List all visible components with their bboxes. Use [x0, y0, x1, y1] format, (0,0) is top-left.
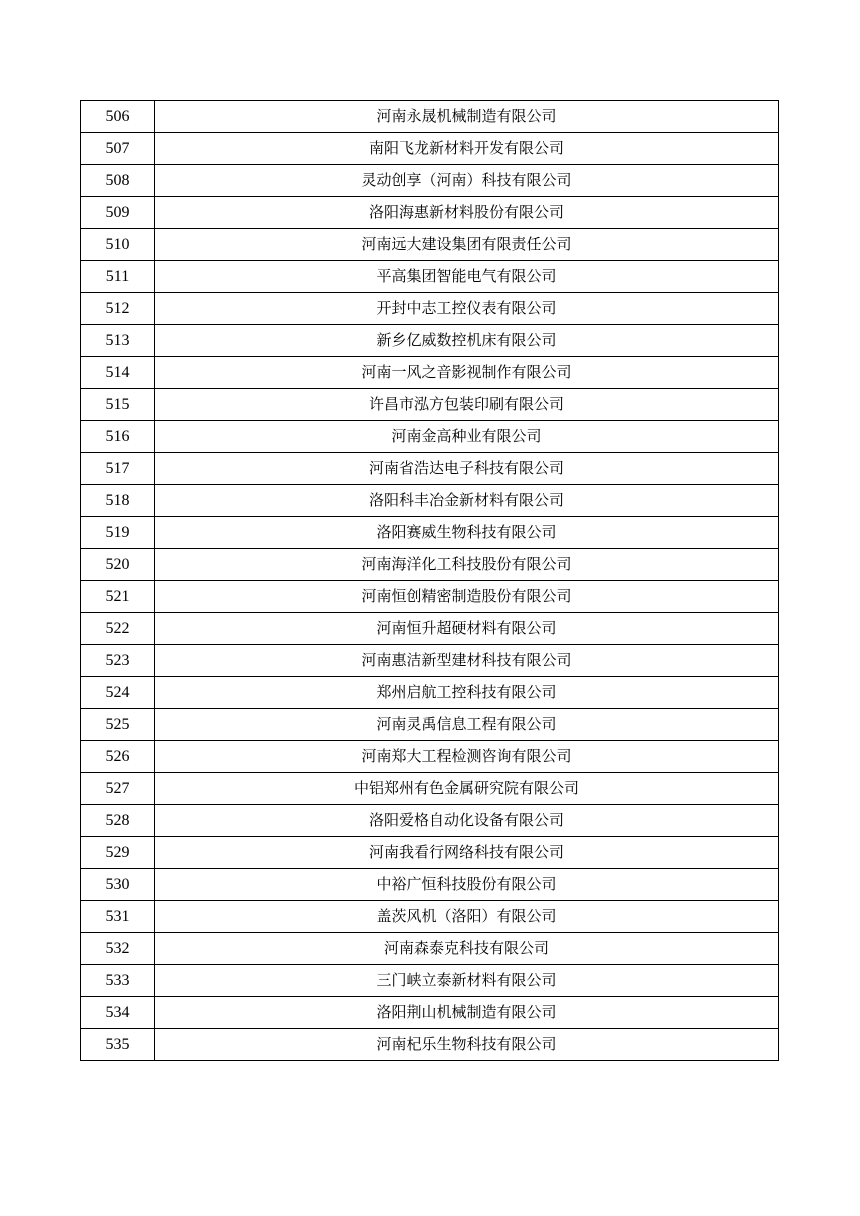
row-number-cell: 516: [81, 421, 155, 453]
company-list-body: [81, 101, 779, 1061]
table-row: [81, 197, 779, 229]
table-row: [81, 997, 779, 1029]
table-row: [81, 229, 779, 261]
row-number-cell: 508: [81, 165, 155, 197]
company-list-table: [80, 100, 779, 1061]
company-name-cell: 河南惠洁新型建材科技有限公司: [155, 645, 779, 677]
company-name-cell: 河南永晟机械制造有限公司: [155, 101, 779, 133]
row-number-cell: 525: [81, 709, 155, 741]
company-name-cell: 河南灵禹信息工程有限公司: [155, 709, 779, 741]
table-row: [81, 517, 779, 549]
table-row: [81, 357, 779, 389]
row-number-cell: 529: [81, 837, 155, 869]
row-number-cell: 506: [81, 101, 155, 133]
row-number-cell: 513: [81, 325, 155, 357]
row-number-cell: 524: [81, 677, 155, 709]
company-name-cell: 河南一风之音影视制作有限公司: [155, 357, 779, 389]
table-row: [81, 645, 779, 677]
row-number-cell: 526: [81, 741, 155, 773]
company-name-cell: 河南远大建设集团有限责任公司: [155, 229, 779, 261]
row-number-cell: 527: [81, 773, 155, 805]
table-row: [81, 805, 779, 837]
table-row: [81, 709, 779, 741]
table-row: [81, 837, 779, 869]
row-number-cell: 533: [81, 965, 155, 997]
table-row: [81, 613, 779, 645]
table-row: [81, 1029, 779, 1061]
row-number-cell: 522: [81, 613, 155, 645]
table-row: [81, 741, 779, 773]
table-row: [81, 421, 779, 453]
table-row: [81, 293, 779, 325]
company-name-cell: 开封中志工控仪表有限公司: [155, 293, 779, 325]
row-number-cell: 509: [81, 197, 155, 229]
row-number-cell: 531: [81, 901, 155, 933]
company-name-cell: 河南杞乐生物科技有限公司: [155, 1029, 779, 1061]
row-number-cell: 534: [81, 997, 155, 1029]
row-number-cell: 510: [81, 229, 155, 261]
row-number-cell: 512: [81, 293, 155, 325]
company-name-cell: 河南郑大工程检测咨询有限公司: [155, 741, 779, 773]
row-number-cell: 530: [81, 869, 155, 901]
table-row: [81, 965, 779, 997]
table-row: [81, 901, 779, 933]
row-number-cell: 518: [81, 485, 155, 517]
row-number-cell: 517: [81, 453, 155, 485]
table-row: [81, 101, 779, 133]
company-name-cell: 郑州启航工控科技有限公司: [155, 677, 779, 709]
table-row: [81, 325, 779, 357]
company-name-cell: 盖茨风机（洛阳）有限公司: [155, 901, 779, 933]
company-name-cell: 河南海洋化工科技股份有限公司: [155, 549, 779, 581]
company-name-cell: 中裕广恒科技股份有限公司: [155, 869, 779, 901]
row-number-cell: 535: [81, 1029, 155, 1061]
table-row: [81, 453, 779, 485]
company-name-cell: 洛阳赛威生物科技有限公司: [155, 517, 779, 549]
company-name-cell: 洛阳爱格自动化设备有限公司: [155, 805, 779, 837]
company-name-cell: 洛阳科丰冶金新材料有限公司: [155, 485, 779, 517]
row-number-cell: 520: [81, 549, 155, 581]
row-number-cell: 519: [81, 517, 155, 549]
table-row: [81, 933, 779, 965]
company-name-cell: 河南金高种业有限公司: [155, 421, 779, 453]
company-name-cell: 平高集团智能电气有限公司: [155, 261, 779, 293]
table-row: [81, 773, 779, 805]
row-number-cell: 532: [81, 933, 155, 965]
table-row: [81, 869, 779, 901]
table-row: [81, 677, 779, 709]
company-name-cell: 河南省浩达电子科技有限公司: [155, 453, 779, 485]
table-row: [81, 133, 779, 165]
row-number-cell: 507: [81, 133, 155, 165]
row-number-cell: 514: [81, 357, 155, 389]
row-number-cell: 523: [81, 645, 155, 677]
company-name-cell: 灵动创享（河南）科技有限公司: [155, 165, 779, 197]
row-number-cell: 515: [81, 389, 155, 421]
company-name-cell: 洛阳荆山机械制造有限公司: [155, 997, 779, 1029]
company-name-cell: 许昌市泓方包装印刷有限公司: [155, 389, 779, 421]
table-row: [81, 261, 779, 293]
company-name-cell: 中铝郑州有色金属研究院有限公司: [155, 773, 779, 805]
row-number-cell: 521: [81, 581, 155, 613]
table-row: [81, 165, 779, 197]
company-name-cell: 三门峡立泰新材料有限公司: [155, 965, 779, 997]
company-name-cell: 河南恒升超硬材料有限公司: [155, 613, 779, 645]
company-name-cell: 河南我看行网络科技有限公司: [155, 837, 779, 869]
table-row: [81, 581, 779, 613]
table-row: [81, 389, 779, 421]
company-name-cell: 洛阳海惠新材料股份有限公司: [155, 197, 779, 229]
company-name-cell: 河南恒创精密制造股份有限公司: [155, 581, 779, 613]
table-row: [81, 485, 779, 517]
row-number-cell: 528: [81, 805, 155, 837]
company-name-cell: 新乡亿威数控机床有限公司: [155, 325, 779, 357]
company-name-cell: 河南森泰克科技有限公司: [155, 933, 779, 965]
company-name-cell: 南阳飞龙新材料开发有限公司: [155, 133, 779, 165]
table-row: [81, 549, 779, 581]
row-number-cell: 511: [81, 261, 155, 293]
